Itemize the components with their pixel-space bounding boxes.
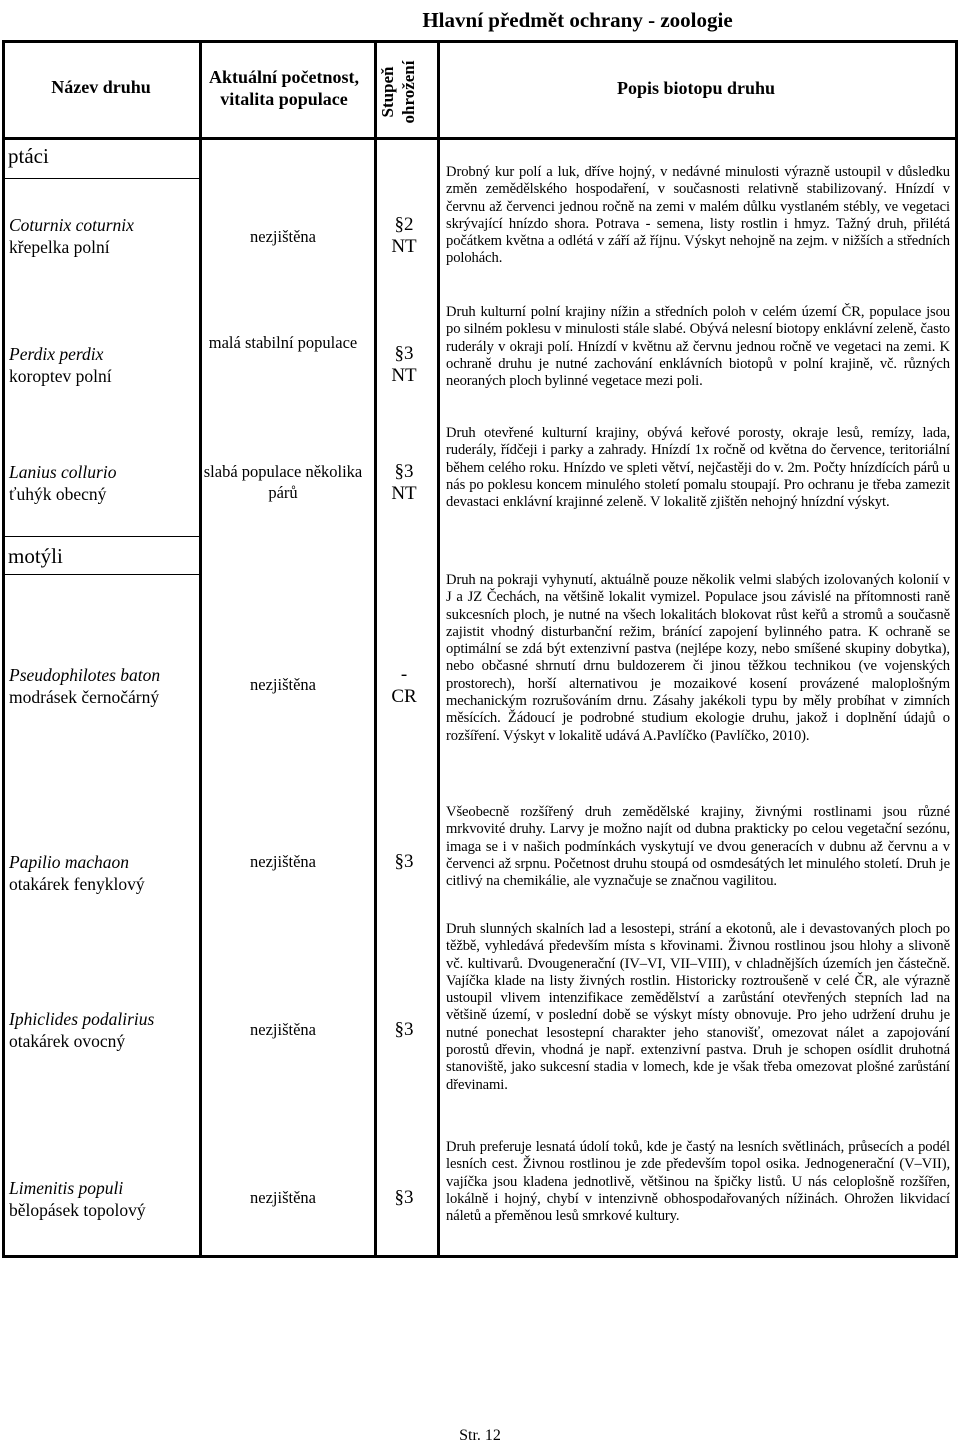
threat-level: §2: [394, 214, 414, 235]
header-habitat: Popis biotopu druhu: [616, 78, 776, 98]
group-label-butterflies: motýli: [8, 544, 63, 568]
species-scientific-name: Limenitis populi: [9, 1178, 124, 1198]
column-divider: [437, 43, 440, 1255]
species-habitat: Všeobecně rozšířený druh zemědělské krajiny, živnými rostlinami jsou různé mrkvovité druhy. Larvy je možno najít od dubna prakticky po celou vegetační sezónu, imaga se i v našich podmínkách vyskytují ve dvou generacích v dubnu až červnu a v červenci až srpnu. Početnost druhu stoupá od osmdesátých let minulého století. Druh je citlivý na chemikálie, ale vyznačuje se značnou vagilitou.: [446, 804, 950, 890]
species-threat: [376, 1019, 432, 1041]
species-czech-name: otakárek ovocný: [9, 1031, 126, 1051]
species-habitat: Druh slunných skalních lad a lesostepi, strání a ekotonů, ale i devastovaných ploch po těžbě, vyhledává především místa s křovinami. Živnou rostlinou jsou hlohy a slivoně vč. kultivarů. Dvougenerační (IV–VI, VII–VIII), v chladnějších územích jen částečně. Vajíčka klade na listy živných rostlin. Historicky roztroušeně v celé ČR, ale výrazně ustoupil vlivem intenzifikace zemědělství a zarůstání otevřených stepních lad na většině území, v poslední době se výskyt místy obnovuje. Pro jeho udržení druhu je nutné ponechat lesostepní charakter jeho stanovišť, omezovat nálet a zapojování porostů dřevin, vhodná je např. extenzivní pastva. Druh je schopen osídlit druhotná stanoviště, jako sukcesní stadia v lomech, kde je však třeba omezovat plošné zarůstání dřevinami.: [446, 921, 950, 1093]
species-czech-name: ťuhýk obecný: [9, 484, 107, 504]
species-habitat: Drobný kur polí a luk, dříve hojný, v nedávné minulosti výrazně ustoupil v důsledku změn zemědělského hospodaření, v současnosti relativně stabilizovaný. Hnízdí v červnu až červenci jednou ročně na zemi v malém důlku vystlaném stébly, ve vegetaci skrývající hnízdo shora. Potrava - semena, listy rostlin i hmyz. Tažný druh, přilétá počátkem května a odlétá v září až říjnu. Výskyt nehojně na zejm. v nižších a středních polohách.: [446, 164, 950, 267]
species-habitat: Druh preferuje lesnatá údolí toků, kde je častý na lesních světlinách, průsecích a podél lesních cest. Živnou rostlinou je zde především topol osika. Jednogenerační (V–VII), vajíčka jsou kladena jednotlivě, většinou na špičky listů. U nás celoplošně rozšířen, lokálně i hojný, chybí v intenzivně obhospodařovaných nížinách. Ohrožen likvidací náletů a přeměnou lesů smrkové kultury.: [446, 1139, 950, 1225]
header-species-name: Název druhu: [51, 77, 151, 97]
species-czech-name: křepelka polní: [9, 237, 110, 257]
species-threat: [376, 851, 432, 873]
species-threat: [376, 461, 432, 505]
species-population: nezjištěna: [250, 852, 316, 871]
species-threat: [376, 214, 432, 258]
threat-level: §3: [394, 343, 414, 364]
species-threat: [376, 343, 432, 387]
threat-level: §3: [394, 851, 414, 872]
species-scientific-name: Perdix perdix: [9, 344, 104, 364]
main-title: Hlavní předmět ochrany - zoologie: [422, 8, 733, 32]
group-row-divider: [5, 574, 199, 575]
header-threat-level: [377, 56, 419, 128]
species-habitat: Druh otevřené kulturní krajiny, obývá keřové porosty, okraje lesů, remízy, lada, ruderály, řídčeji i parky a zahrady. Hnízdí 1x ročně od května do července, teritoriální během celého roku. Hnízdo ve spleti větví, nejčastěji do v. 2m. Počty hnízdících párů u nás po poklesu koncem minulého století pomalu stoupají. Pro ochranu je třeba zamezit devastaci enklávní krajinné zeleně. V lokalitě zjištěn nehojný hnízdní výskyt.: [446, 425, 950, 511]
threat-category: NT: [391, 483, 417, 504]
group-label-birds: ptáci: [8, 144, 49, 168]
species-threat: [376, 664, 432, 708]
page-number: Str. 12: [459, 1427, 501, 1444]
threat-level: §3: [394, 461, 414, 482]
species-habitat: Druh kulturní polní krajiny nížin a středních poloh v celém území ČR, populace jsou po silném poklesu v minulosti stále slabé. Obývá nelesní biotopy enklávní zeleně, často ruderály v okraji polí. Hnízdí v květnu až červnu jednou ročně ve vegetaci na zemi. K ochraně druhu je nutné zachování enklávních biotopů v polní krajině, vč. různých neoraných ploch bylinné vegetace mezi poli.: [446, 304, 950, 390]
species-scientific-name: Lanius collurio: [9, 462, 117, 482]
species-scientific-name: Pseudophilotes baton: [9, 665, 161, 685]
species-threat: [376, 1187, 432, 1209]
species-czech-name: bělopásek topolový: [9, 1200, 146, 1220]
header-population: Aktuální početnost, vitalita populace: [208, 67, 360, 109]
species-czech-name: koroptev polní: [9, 366, 112, 386]
column-divider: [199, 43, 202, 1255]
threat-category: CR: [391, 686, 417, 707]
species-habitat: Druh na pokraji vyhynutí, aktuálně pouze několik velmi slabých izolovaných kolonií v J a JZ Čechách, na většině lokalit vymizel. Populace jsou závislé na přítomnosti raně sukcesních ploch, je nutné na všech lokalitách blokovat růst keřů a stromů a současně zajistit vhodný disturbanční režim, bránící zapojení bylinného patra. K ochraně se optimální se zdá být extenzivní pastva (nejlépe kozy, nebo smíšené skupiny dobytka), nebo občasné shrnutí drnu buldozerem či jinou těžkou technikou (ve vojenských prostorech), horší alternativou je mozaikové kosení provázené maloplošným mechanickým rozrušováním drnu. Zásahy jakékoli typu by měly probíhat v zimních měsících. Žádoucí je podrobné studium ekologie druhu, jakož i doplnění údajů o rozšíření. Výskyt v lokalitě udává A.Pavlíčko (Pavlíčko, 2010).: [446, 572, 950, 744]
species-population: slabá populace několika párů: [203, 462, 363, 502]
species-scientific-name: Coturnix coturnix: [9, 215, 134, 235]
species-czech-name: otakárek fenyklový: [9, 874, 145, 894]
group-row-divider: [5, 178, 199, 179]
species-scientific-name: Papilio machaon: [9, 852, 130, 872]
header-threat-line2: ohrožení: [399, 60, 418, 124]
threat-category: NT: [391, 236, 417, 257]
species-population: nezjištěna: [250, 675, 316, 694]
threat-level: §3: [394, 1187, 414, 1208]
species-population: nezjištěna: [250, 227, 316, 246]
threat-level: -: [400, 664, 408, 685]
species-scientific-name: Iphiclides podalirius: [9, 1009, 155, 1029]
group-row-divider: [5, 536, 199, 537]
species-population: malá stabilní populace: [208, 333, 358, 352]
species-population: nezjištěna: [250, 1188, 316, 1207]
species-population: nezjištěna: [250, 1020, 316, 1039]
header-threat-line1: Stupeň: [378, 66, 397, 118]
threat-level: §3: [394, 1019, 414, 1040]
threat-category: NT: [391, 365, 417, 386]
header-divider: [5, 137, 955, 140]
species-czech-name: modrásek černočárný: [9, 687, 160, 707]
